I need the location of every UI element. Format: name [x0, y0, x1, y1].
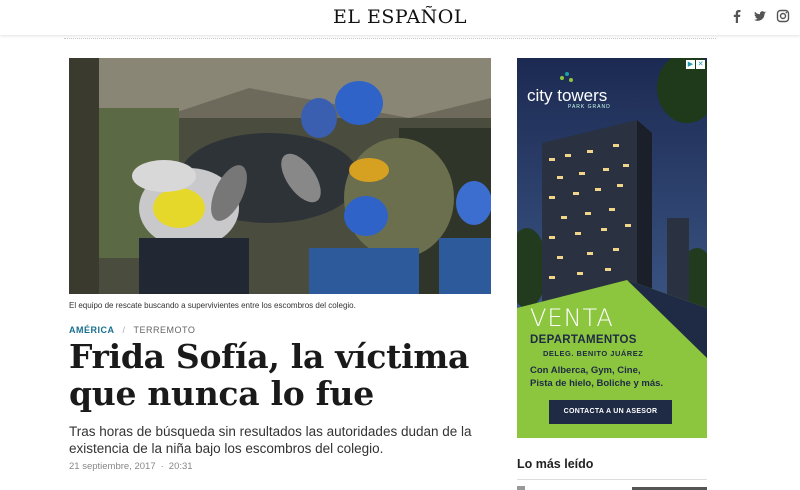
article-photo[interactable] [69, 58, 491, 294]
ad-features [530, 365, 663, 390]
article-headline: Frida Sofía, la víctima que nunca lo fue [69, 337, 470, 413]
ad-features-line2: Pista de hielo, Boliche y más. [530, 377, 664, 389]
header-divider [64, 38, 716, 39]
site-header [0, 0, 800, 35]
instagram-icon[interactable] [776, 9, 790, 23]
most-read-title: Lo más leído [517, 457, 594, 471]
ad-product: DEPARTAMENTOS [530, 334, 637, 346]
date-separator: · [160, 461, 164, 472]
ad-headline: VENTA [530, 304, 614, 332]
article-subheadline: Tras horas de búsqueda sin resultados las autoridades dudan de la existencia de la niña bajo los escombros del colegio. [69, 424, 472, 456]
article-sections [69, 325, 195, 335]
social-links [730, 9, 790, 23]
ad-choices-badge[interactable] [686, 60, 705, 69]
facebook-icon[interactable] [730, 9, 744, 23]
ad-brand-sub: PARK GRAND [568, 104, 611, 110]
ad-contact-button[interactable]: CONTACTA A UN ASESOR [549, 400, 672, 424]
ad-brand: city towers [527, 86, 608, 105]
site-logo[interactable]: EL ESPAÑOL [333, 6, 467, 28]
article-dateline [69, 461, 193, 472]
ad-features-line1: Con Alberca, Gym, Cine, [530, 365, 641, 376]
section-link-america[interactable]: AMÉRICA [69, 325, 115, 335]
close-icon[interactable]: ✕ [697, 61, 704, 68]
photo-caption: El equipo de rescate buscando a supervivientes entre los escombros del colegio. [69, 301, 356, 310]
article-date: 21 septiembre, 2017 [69, 461, 156, 472]
most-read-divider [517, 479, 707, 480]
most-read-item-marker [517, 486, 525, 490]
adchoices-icon[interactable]: ▶ [687, 61, 694, 68]
section-separator: / [122, 325, 126, 335]
section-link-terremoto[interactable]: TERREMOTO [133, 325, 196, 335]
article-time: 20:31 [168, 461, 193, 472]
ad-banner[interactable] [517, 58, 707, 438]
twitter-icon[interactable] [753, 9, 767, 23]
ad-location: DELEG. BENITO JUÁREZ [543, 349, 644, 358]
rescue-scene-image [69, 58, 491, 294]
